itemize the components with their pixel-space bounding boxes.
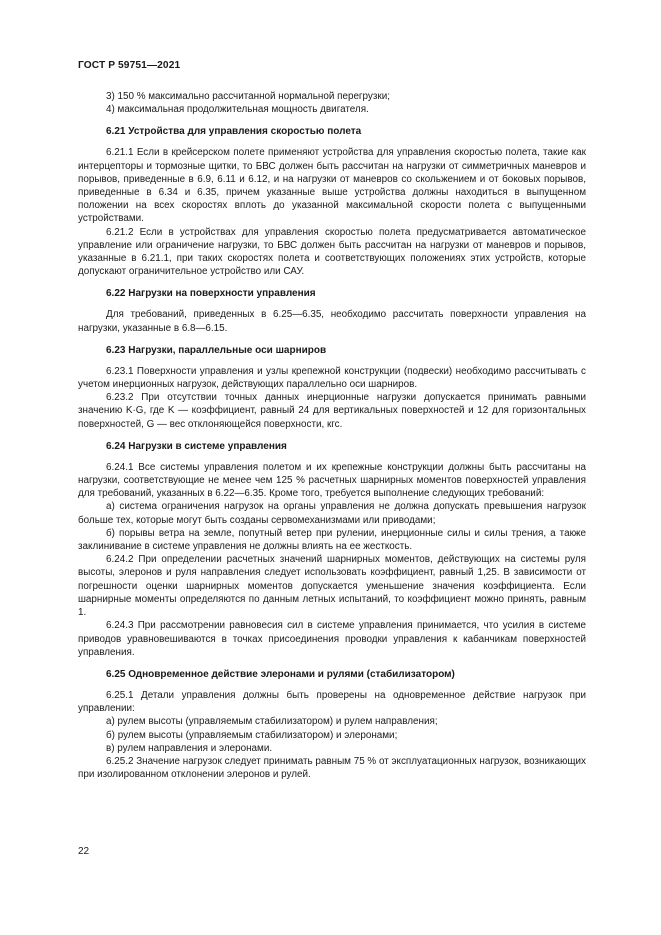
paragraph: 6.25.2 Значение нагрузок следует принимать равным 75 % от эксплуатационных нагрузок, возникающих при изолированном отклонении элеронов и рулей. xyxy=(78,755,586,781)
paragraph: 6.21.2 Если в устройствах для управления скоростью полета предусматривается автоматическое управление или ограничение нагрузки, то БВС должен быть рассчитан на нагрузки от маневров и порывов, указанные в 6.21.1, при таких скоростях полета и соответствующих положениях этих устройств, которые допускают ограничительное устройство или САУ. xyxy=(78,226,586,278)
list-item: 4) максимальная продолжительная мощность двигателя. xyxy=(106,104,369,116)
page-content xyxy=(78,90,586,781)
list-item: а) рулем высоты (управляемым стабилизатором) и рулем направления; xyxy=(106,716,438,728)
list-item: б) рулем высоты (управляемым стабилизатором) и элеронами; xyxy=(106,729,398,741)
paragraph: б) порывы ветра на земле, попутный ветер при рулении, инерционные силы и силы трения, а также заклинивание в системе управления не должны влиять на ее жесткость. xyxy=(78,527,586,553)
paragraph: 6.23.1 Поверхности управления и узлы крепежной конструкции (подвески) необходимо рассчитывать с учетом инерционных нагрузок, действующих параллельно оси шарниров. xyxy=(78,365,586,391)
paragraph: а) система ограничения нагрузок на органы управления не должна допускать превышения нагрузок больше тех, которые могут быть созданы сервомеханизмами или приводами; xyxy=(78,501,586,526)
paragraph: 6.23.2 При отсутствии точных данных инерционные нагрузки допускается принимать равными значению K·G, где K — коэффициент, равный 24 для вертикальных поверхностей и 12 для горизонтальных поверхностей, G — вес отклоняющейся поверхности, кгс. xyxy=(78,392,586,430)
section-heading-6-21: 6.21 Устройства для управления скоростью полета xyxy=(106,126,362,138)
paragraph: Для требований, приведенных в 6.25—6.35, необходимо рассчитать поверхности управления на нагрузки, указанные в 6.8—6.15. xyxy=(78,309,586,334)
list-item: в) рулем направления и элеронами. xyxy=(106,742,273,754)
paragraph: 6.24.1 Все системы управления полетом и их крепежные конструкции должны быть рассчитаны на нагрузки, соответствующие не менее чем 125 % расчетных шарнирных моментов поверхностей управления для требований, указанных в 6.22—6.35. Кроме того, требуется выполнение следующих требований: xyxy=(78,461,586,500)
section-heading-6-23: 6.23 Нагрузки, параллельные оси шарниров xyxy=(106,344,327,356)
page-number: 22 xyxy=(78,846,90,857)
paragraph: 6.21.1 Если в крейсерском полете применяют устройства для управления скоростью полета, такие как интерцепторы и тормозные щитки, то БВС должен быть рассчитан на нагрузки от симметричных маневров и порывов, приведенные в 6.9, 6.11 и 6.12, и на нагрузки от маневров со скольжением и от боковых порывов, приведенные в 6.34 и 6.35, причем указанные выше устройства должны находиться в выпущенном положении на всех скоростях вплоть до указанной максимальной скорости полета с выпущенными устройствами. xyxy=(78,147,586,225)
paragraph: 6.24.3 При рассмотрении равновесия сил в системе управления принимается, что усилия в системе приводов уравновешиваются в точках присоединения проводки управления к кабанчикам поверхностей управления. xyxy=(78,620,586,658)
section-heading-6-24: 6.24 Нагрузки в системе управления xyxy=(106,440,287,452)
section-heading-6-22: 6.22 Нагрузки на поверхности управления xyxy=(106,288,316,300)
section-heading-6-25: 6.25 Одновременное действие элеронами и рулями (стабилизатором) xyxy=(106,668,455,680)
list-item: 3) 150 % максимально рассчитанной нормальной перегрузки; xyxy=(106,91,390,102)
paragraph: 6.25.1 Детали управления должны быть проверены на одновременное действие нагрузок при управлении: xyxy=(78,689,586,715)
paragraph: 6.24.2 При определении расчетных значений шарнирных моментов, действующих на системы руля высоты, элеронов и руля направления следует использовать коэффициент, равный 1,25. В зависимости от погрешности оценки шарнирных моментов допускается уменьшение значения коэффициента. Если шарнирные моменты определяются по данным летных испытаний, то коэффициент можно принять, равным 1. xyxy=(78,554,586,619)
document-id: ГОСТ Р 59751—2021 xyxy=(78,60,181,71)
